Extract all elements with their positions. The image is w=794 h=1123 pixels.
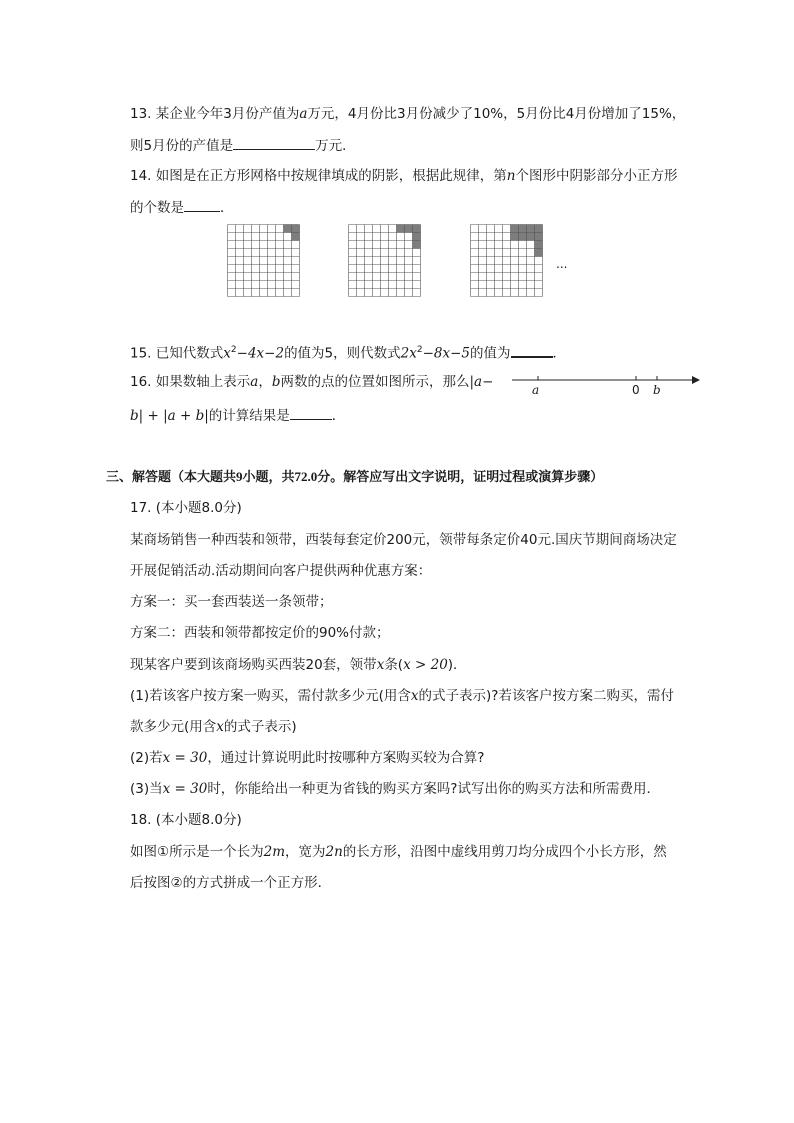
shaded-cell [413,241,421,249]
shaded-cell [535,233,543,241]
q15-number: 15. [130,345,152,362]
q17-p9: (3)当x = 30时，你能给出一种更为省钱的购买方案吗?试写出你的购买方法和所需费用． [130,781,660,797]
q17-p4: 方案二：西装和领带都按定价的90%付款； [130,625,390,641]
axis-arrow-icon [692,376,700,384]
shaded-cell [535,249,543,257]
q13-answer-blank[interactable] [233,134,315,150]
shaded-cell [292,233,300,241]
q14-figure-3 [469,223,545,299]
q17-p2: 开展促销活动.活动期间向客户提供两种优惠方案： [130,563,432,579]
shaded-cell [413,233,421,241]
q17-header: 17. (本小题8.0分) [130,500,242,516]
shaded-cell [535,225,543,233]
axis-label-b: b [653,383,661,397]
q18-header: 18. (本小题8.0分) [130,812,242,828]
q16-line1: 16. 如果数轴上表示a，b两数的点的位置如图所示，那么|a− [130,374,494,390]
q14-line1: 14. 如图是在正方形网格中按规律填成的阴影，根据此规律，第n个图形中阴影部分小正方形 [130,168,678,184]
q13-line2: 则5月份的产值是 万元． [130,134,356,156]
shaded-cell [511,233,519,241]
shaded-cell [527,225,535,233]
q14-number: 14. [130,168,152,184]
q17-p5: 现某客户要到该商场购买西装20套，领带x条(x > 20)． [130,657,467,673]
shaded-cell [292,225,300,233]
q17-p1: 某商场销售一种西装和领带，西装每套定价200元，领带每条定价40元.国庆节期间商场决定 [130,532,677,548]
shaded-cell [527,233,535,241]
q17-p8: (2)若x = 30，通过计算说明此时按哪种方案购买较为合算? [130,750,485,766]
q14-figure-2 [347,223,423,299]
shaded-cell [397,225,405,233]
q16-line2: b| + |a + b|的计算结果是 ． [130,404,345,426]
shaded-cell [519,225,527,233]
q18-p1: 如图①所示是一个长为2m，宽为2n的长方形，沿图中虚线用剪刀均分成四个小长方形，然 [130,844,667,860]
q13-number: 13. [130,106,152,122]
q14-answer-blank[interactable] [184,196,220,212]
q14-ellipsis: ... [556,257,568,271]
q15-answer-blank[interactable] [511,341,553,358]
shaded-cell [519,233,527,241]
q14-figure-1 [226,223,302,299]
axis-label-0: 0 [632,383,640,397]
q14-line2: 的个数是 ． [130,196,234,218]
q13-line1: 13. 某企业今年3月份产值为a万元，4月份比3月份减少了10%，5月份比4月份增加了15%， [130,106,686,122]
q17-p3: 方案一：买一套西装送一条领带； [130,594,333,610]
q16-number: 16. [130,374,152,390]
section-3-heading: 三、解答题（本大题共9小题，共72.0分。解答应写出文字说明，证明过程或演算步骤） [106,469,604,485]
shaded-cell [511,225,519,233]
q15-line: 15. 已知代数式$x^2-4x-2$的值为5，则代数式$2x^2-8x-5$的值为 ． [130,340,566,364]
q18-p2: 后按图②的方式拼成一个正方形． [130,875,332,891]
shaded-cell [535,241,543,249]
q16-answer-blank[interactable] [290,404,332,420]
shaded-cell [405,225,413,233]
q17-p7: 款多少元(用含x的式子表示) [130,719,297,735]
axis-label-a: a [532,383,540,397]
shaded-cell [284,225,292,233]
q17-p6: (1)若该客户按方案一购买，需付款多少元(用含x的式子表示)?若该客户按方案二购买，需付 [130,688,674,704]
shaded-cell [413,225,421,233]
